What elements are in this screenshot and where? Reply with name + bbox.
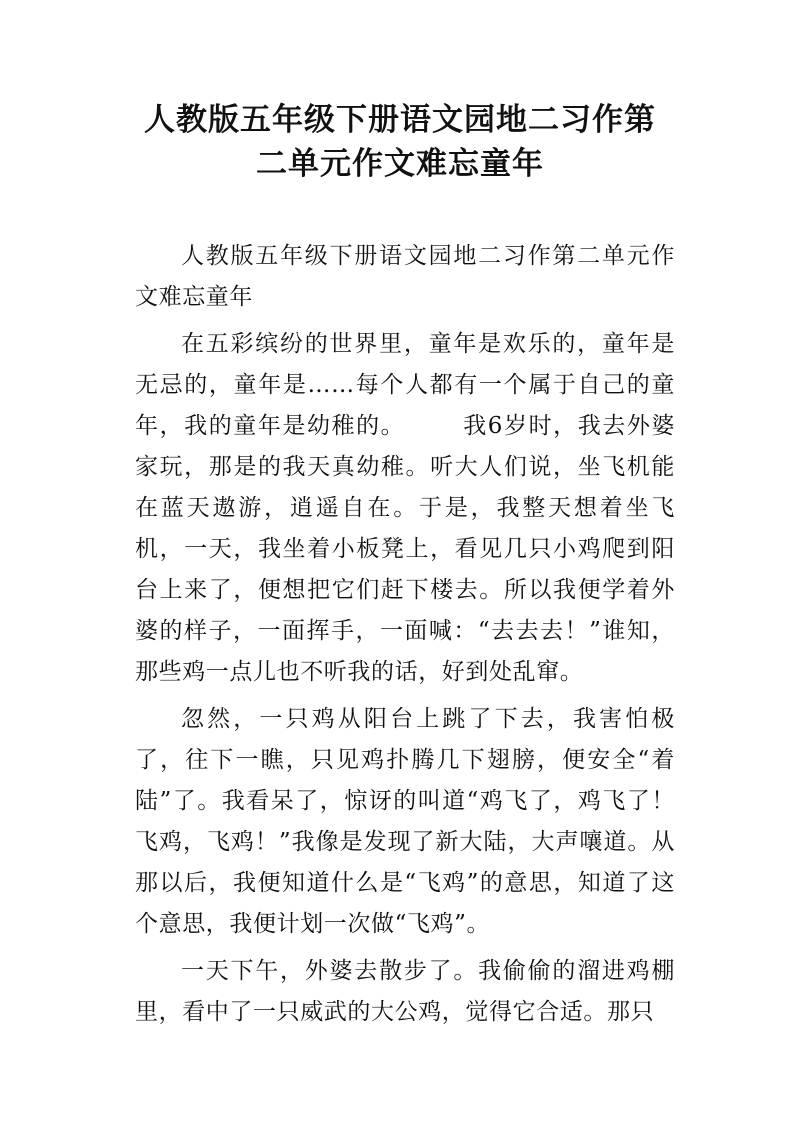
- paragraph: 一天下午，外婆去散步了。我偷偷的溜进鸡棚里，看中了一只威武的大公鸡，觉得它合适。那只: [135, 958, 675, 1025]
- paragraph: 忽然，一只鸡从阳台上跳了下去，我害怕极了，往下一瞧，只见鸡扑腾几下翅膀，便安全“着陆”了。我看呆了，惊讶的叫道“鸡飞了，鸡飞了！飞鸡，飞鸡！”我像是发现了新大陆，大声嚷道。从那以后，我便知道什么是“飞鸡”的意思，知道了这个意思，我便计划一次做“飞鸡”。: [135, 706, 675, 937]
- document-body: [135, 236, 675, 1039]
- title-line-1: 人教版五年级下册语文园地二习作第: [144, 102, 656, 138]
- title-line-2: 二单元作文难忘童年: [256, 146, 544, 182]
- paragraph: 人教版五年级下册语文园地二习作第二单元作文难忘童年: [135, 243, 675, 310]
- document-title: [100, 98, 700, 186]
- paragraph: 在五彩缤纷的世界里，童年是欢乐的，童年是无忌的，童年是……每个人都有一个属于自己的童年，我的童年是幼稚的。 我6岁时，我去外婆家玩，那是的我天真幼稚。听大人们说，坐飞机能在蓝天遨游，逍遥自在。于是，我整天想着坐飞机，一天，我坐着小板凳上，看见几只小鸡爬到阳台上来了，便想把它们赶下楼去。所以我便学着外婆的样子，一面挥手，一面喊：“去去去！”谁知，那些鸡一点儿也不听我的话，好到处乱窜。: [135, 331, 675, 685]
